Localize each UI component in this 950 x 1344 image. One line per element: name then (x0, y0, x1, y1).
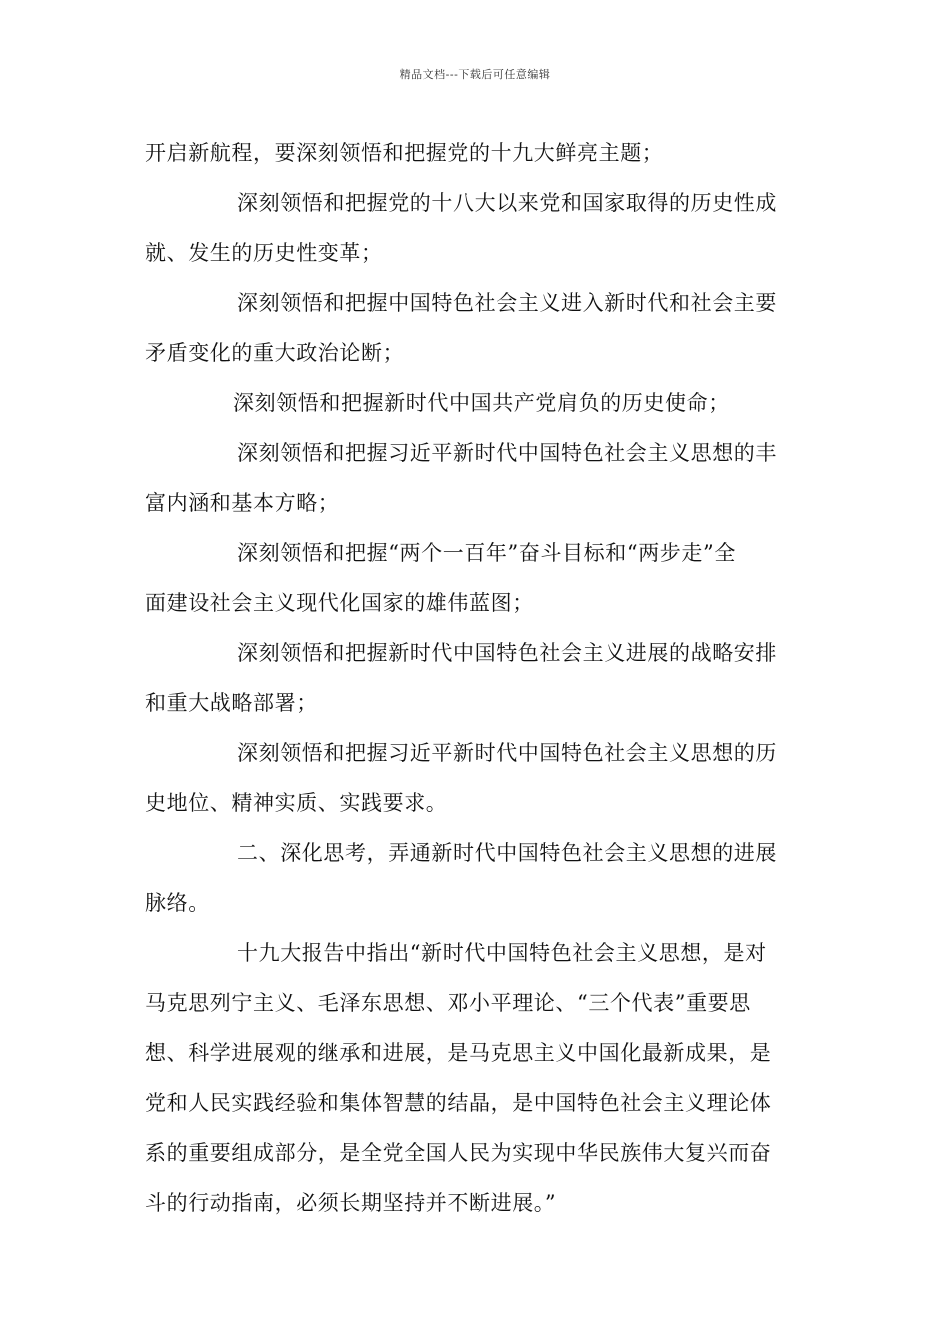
text-line: 面建设社会主义现代化国家的雄伟蓝图； (145, 591, 534, 615)
text-line: 深刻领悟和把握党的十八大以来党和国家取得的历史性成 (237, 191, 777, 215)
text-line: 想、科学进展观的继承和进展，是马克思主义中国化最新成果，是 (145, 1041, 772, 1065)
text-line: 就、发生的历史性变革； (145, 241, 383, 265)
text-line: 马克思列宁主义、毛泽东思想、邓小平理论、“三个代表”重要思 (145, 991, 751, 1015)
page-header: 精品文档---下载后可任意编辑 (399, 68, 551, 81)
text-line: 开启新航程，要深刻领悟和把握党的十九大鲜亮主题； (145, 141, 664, 165)
section-heading: 脉络。 (145, 891, 210, 915)
text-line: 深刻领悟和把握“两个一百年”奋斗目标和“两步走”全 (237, 541, 736, 565)
text-line: 深刻领悟和把握中国特色社会主义进入新时代和社会主要 (237, 291, 777, 315)
text-line: 党和人民实践经验和集体智慧的结晶，是中国特色社会主义理论体 (145, 1091, 772, 1115)
text-line: 十九大报告中指出“新时代中国特色社会主义思想，是对 (237, 941, 767, 965)
text-line: 系的重要组成部分，是全党全国人民为实现中华民族伟大复兴而奋 (145, 1141, 772, 1165)
section-heading: 二、深化思考，弄通新时代中国特色社会主义思想的进展 (237, 841, 777, 865)
text-line: 深刻领悟和把握习近平新时代中国特色社会主义思想的历 (237, 741, 777, 765)
text-line: 富内涵和基本方略； (145, 491, 340, 515)
text-line: 深刻领悟和把握习近平新时代中国特色社会主义思想的丰 (237, 441, 777, 465)
text-line: 矛盾变化的重大政治论断； (145, 341, 405, 365)
text-line: 斗的行动指南，必须长期坚持并不断进展。” (145, 1191, 557, 1215)
text-line: 深刻领悟和把握新时代中国共产党肩负的历史使命； (233, 391, 730, 415)
text-line: 史地位、精神实质、实践要求。 (145, 791, 448, 815)
text-line: 和重大战略部署； (145, 691, 318, 715)
text-line: 深刻领悟和把握新时代中国特色社会主义进展的战略安排 (237, 641, 777, 665)
document-body (145, 128, 810, 1228)
